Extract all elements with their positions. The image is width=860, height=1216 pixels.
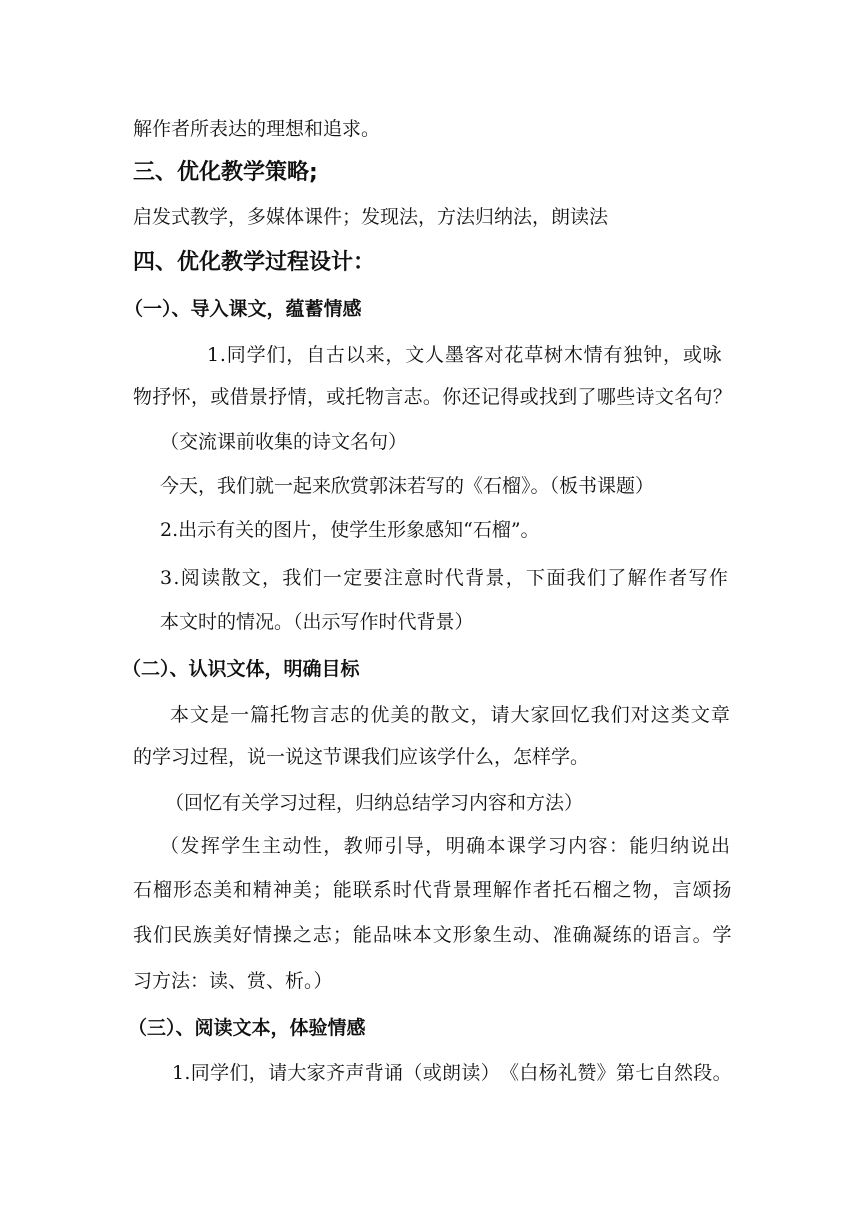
paragraph-line: 今天，我们就一起来欣赏郭沫若写的《石榴》。（板书课题） <box>160 475 655 497</box>
paragraph-line: 本文时的情况。（出示写作时代背景） <box>160 611 474 633</box>
paragraph-line: 1 . 同 学 们 ， 请 大 家 齐 声 背 诵 （ 或 朗 读 ） 《 白 杨 礼 赞 》 第 七 自 然 段 。 <box>172 1062 732 1084</box>
paragraph-line: 1 . 同 学 们 ， 自 古 以 来 ， 文 人 墨 客 对 花 草 树 木 情 有 独 钟 ， 或 咏 <box>207 344 722 366</box>
section-heading-4: 四、优化教学过程设计： <box>133 250 376 275</box>
paragraph-line: 习方法：读、赏、析。） <box>133 970 333 992</box>
subsection-heading-1: （一）、导入课文，蕴蓄情感 <box>124 298 362 320</box>
paragraph-line: （回忆有关学习过程，归纳总结学习内容和方法） <box>165 792 584 814</box>
paragraph-line: 的学习过程，说一说这节课我们应该学什么，怎样学。 <box>133 746 590 768</box>
paragraph-line: 物 抒 怀 ， 或 借 景 抒 情 ， 或 托 物 言 志 。 你 还 记 得 或 找 到 了 哪 些 诗 文 名 句 ？ <box>133 386 732 408</box>
subsection-heading-3: （三）、阅读文本，体验情感 <box>128 1017 366 1039</box>
section-heading-3: 三、优化教学策略; <box>133 160 318 185</box>
paragraph-line: （ 发 挥 学 生 主 动 性 ， 教 师 引 导 ， 明 确 本 课 学 习 内 容 ： 能 归 纳 说 出 <box>160 835 730 857</box>
paragraph-line: 2.出示有关的图片，使学生形象感知“石榴”。 <box>160 519 540 541</box>
paragraph-line: 我 们 民 族 美 好 情 操 之 志 ； 能 品 味 本 文 形 象 生 动 、 准 确 凝 练 的 语 言 。 学 <box>133 924 732 946</box>
subsection-heading-2: （二）、认识文体，明确目标 <box>122 658 360 680</box>
paragraph-line: （交流课前收集的诗文名句） <box>160 431 408 453</box>
paragraph-line: 石 榴 形 态 美 和 精 神 美 ； 能 联 系 时 代 背 景 理 解 作 者 托 石 榴 之 物 ， 言 颂 扬 <box>133 879 732 901</box>
paragraph-line: 3 . 阅 读 散 文 ， 我 们 一 定 要 注 意 时 代 背 景 ， 下 面 我 们 了 解 作 者 写 作 <box>160 567 728 589</box>
paragraph-line: 解作者所表达的理想和追求。 <box>133 118 381 140</box>
paragraph-line: 本 文 是 一 篇 托 物 言 志 的 优 美 的 散 文 ， 请 大 家 回 忆 我 们 对 这 类 文 章 <box>170 704 730 726</box>
paragraph-line: 启发式教学，多媒体课件；发现法，方法归纳法，朗读法 <box>133 206 609 228</box>
